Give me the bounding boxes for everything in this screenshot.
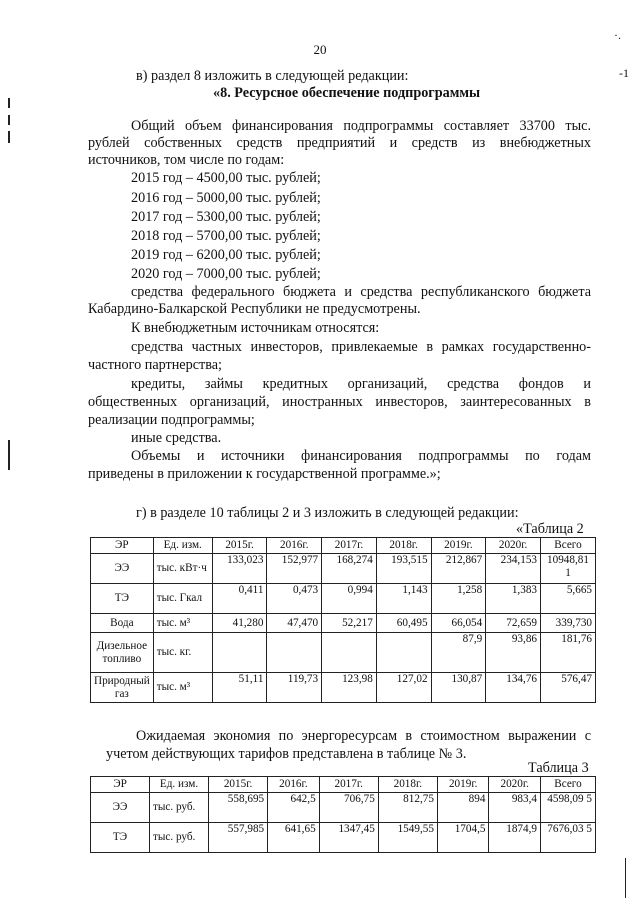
table-cell: 1874,9 <box>489 823 541 853</box>
table-cell: 1,143 <box>376 584 431 614</box>
table-cell: 0,473 <box>267 584 322 614</box>
paragraph-line: рублей собственных средств предприятий и средств из внебюджетных <box>88 135 591 151</box>
table-cell: 47,470 <box>267 614 322 633</box>
paragraph-line: приведены в приложении к государственной программе.»; <box>88 466 441 482</box>
section-g-intro: г) в разделе 10 таблицы 2 и 3 изложить в следующей редакции: <box>136 505 519 521</box>
section-b-intro: в) раздел 8 изложить в следующей редакции: <box>136 68 409 84</box>
table-header-row <box>91 777 596 793</box>
table-header-cell: 2017г. <box>319 777 378 793</box>
table-cell <box>376 633 431 673</box>
table-cell: 193,515 <box>376 554 431 584</box>
paragraph-line: учетом действующих тарифов представлена в таблице № 3. <box>106 746 467 762</box>
table-cell: тыс. руб. <box>150 793 209 823</box>
table-header-row <box>91 538 596 554</box>
table-header-cell: Ед. изм. <box>150 777 209 793</box>
table-cell: Дизельное топливо <box>91 633 154 673</box>
table-cell: 127,02 <box>376 673 431 703</box>
table-cell: 339,730 <box>541 614 596 633</box>
paragraph-line: Объемы и источники финансирования подпрограммы по годам <box>131 448 591 464</box>
table-cell: 60,495 <box>376 614 431 633</box>
table-cell: тыс. кВт·ч <box>153 554 212 584</box>
table-cell: 557,985 <box>209 823 268 853</box>
year-line: 2015 год – 4500,00 тыс. рублей; <box>131 170 321 186</box>
table-cell: 134,76 <box>486 673 541 703</box>
table-cell: 812,75 <box>378 793 437 823</box>
year-line: 2016 год – 5000,00 тыс. рублей; <box>131 190 321 206</box>
table-cell <box>267 633 322 673</box>
table-cell <box>322 633 377 673</box>
table-row <box>91 584 596 614</box>
table-header-cell: Всего <box>541 777 596 793</box>
table-cell: 641,65 <box>268 823 320 853</box>
paragraph-line: общественных организаций, иностранных инвесторов, заинтересованных в <box>88 394 591 410</box>
paragraph-line: Кабардино-Балкарской Республики не предусмотрены. <box>88 301 421 317</box>
table3-caption: Таблица 3 <box>528 760 589 776</box>
table-header-cell: 2018г. <box>378 777 437 793</box>
table-cell: 152,977 <box>267 554 322 584</box>
year-line: 2019 год – 6200,00 тыс. рублей; <box>131 247 321 263</box>
table-cell: 51,11 <box>212 673 267 703</box>
table-header-cell: Всего <box>541 538 596 554</box>
table-cell: 119,73 <box>267 673 322 703</box>
table-cell: ТЭ <box>91 823 150 853</box>
table-cell: 558,695 <box>209 793 268 823</box>
table-row <box>91 673 596 703</box>
paragraph-line: средства частных инвесторов, привлекаемые в рамках государственно- <box>131 339 591 355</box>
paragraph-line: кредиты, займы кредитных организаций, средства фондов и <box>131 376 591 392</box>
table-cell: 5,665 <box>541 584 596 614</box>
table-header-cell: 2016г. <box>268 777 320 793</box>
table-cell: 234,153 <box>486 554 541 584</box>
table-cell: 894 <box>437 793 489 823</box>
paragraph-line: Ожидаемая экономия по энергоресурсам в стоимостном выражении с <box>136 728 591 744</box>
margin-mark <box>8 98 10 108</box>
table-row <box>91 823 596 853</box>
paragraph-line: частного партнерства; <box>88 357 222 373</box>
year-line: 2020 год – 7000,00 тыс. рублей; <box>131 266 321 282</box>
table-header-cell: ЭР <box>91 538 154 554</box>
table-cell: 133,023 <box>212 554 267 584</box>
table-cell: 4598,09 5 <box>541 793 596 823</box>
scan-speck: ·. <box>614 28 621 42</box>
table-header-cell: Ед. изм. <box>153 538 212 554</box>
table-header-cell: 2017г. <box>322 538 377 554</box>
paragraph-line: реализации подпрограммы; <box>88 412 255 428</box>
table-cell: тыс. Гкал <box>153 584 212 614</box>
table-cell: 212,867 <box>431 554 486 584</box>
table-cell <box>212 633 267 673</box>
table-header-cell: ЭР <box>91 777 150 793</box>
table-2 <box>90 537 596 703</box>
table-3 <box>90 776 596 853</box>
table-cell: тыс. руб. <box>150 823 209 853</box>
table-cell: ЭЭ <box>91 793 150 823</box>
table-cell: 1,383 <box>486 584 541 614</box>
table-cell: 123,98 <box>322 673 377 703</box>
table-row <box>91 633 596 673</box>
page-number: 20 <box>313 42 327 57</box>
table-cell: Природный газ <box>91 673 154 703</box>
table-cell: 0,994 <box>322 584 377 614</box>
table-header-cell: 2016г. <box>267 538 322 554</box>
table-header-cell: 2020г. <box>486 538 541 554</box>
margin-mark <box>8 131 10 143</box>
table-cell: 66,054 <box>431 614 486 633</box>
table-cell: 72,659 <box>486 614 541 633</box>
table-cell: 983,4 <box>489 793 541 823</box>
table-header-cell: 2015г. <box>212 538 267 554</box>
table-cell: 10948,81 1 <box>541 554 596 584</box>
table-cell: 93,86 <box>486 633 541 673</box>
table-cell: 1347,45 <box>319 823 378 853</box>
table-header-cell: 2015г. <box>209 777 268 793</box>
table-cell: 642,5 <box>268 793 320 823</box>
margin-mark <box>8 115 10 125</box>
table-cell: 0,411 <box>212 584 267 614</box>
paragraph-line: иные средства. <box>131 430 222 446</box>
year-line: 2018 год – 5700,00 тыс. рублей; <box>131 228 321 244</box>
table-header-cell: 2018г. <box>376 538 431 554</box>
table-cell: 87,9 <box>431 633 486 673</box>
table-cell: 7676,03 5 <box>541 823 596 853</box>
table-cell: тыс. кг. <box>153 633 212 673</box>
table-cell: 706,75 <box>319 793 378 823</box>
table-cell: 576,47 <box>541 673 596 703</box>
paragraph-line: Общий объем финансирования подпрограммы составляет 33700 тыс. <box>131 118 591 134</box>
scan-speck: -1 <box>619 66 629 80</box>
table-row <box>91 554 596 584</box>
table-cell: 52,217 <box>322 614 377 633</box>
table-cell: ТЭ <box>91 584 154 614</box>
paragraph-line: источников, том числе по годам: <box>88 152 285 168</box>
table-header-cell: 2019г. <box>437 777 489 793</box>
table-cell: ЭЭ <box>91 554 154 584</box>
table-cell: 130,87 <box>431 673 486 703</box>
table-cell: Вода <box>91 614 154 633</box>
paragraph-line: К внебюджетным источникам относятся: <box>131 320 380 336</box>
table-row <box>91 793 596 823</box>
table-cell: 41,280 <box>212 614 267 633</box>
section-title: «8. Ресурсное обеспечение подпрограммы <box>213 85 481 101</box>
table-cell: 168,274 <box>322 554 377 584</box>
margin-mark <box>8 440 10 470</box>
year-line: 2017 год – 5300,00 тыс. рублей; <box>131 209 321 225</box>
table-cell: тыс. м³ <box>153 614 212 633</box>
table2-caption: «Таблица 2 <box>516 521 584 537</box>
table-cell: 1549,55 <box>378 823 437 853</box>
table-cell: 1,258 <box>431 584 486 614</box>
table-row <box>91 614 596 633</box>
table-header-cell: 2019г. <box>431 538 486 554</box>
table-cell: тыс. м³ <box>153 673 212 703</box>
table-cell: 181,76 <box>541 633 596 673</box>
margin-mark <box>625 858 626 898</box>
paragraph-line: средства федерального бюджета и средства республиканского бюджета <box>131 284 591 300</box>
table-header-cell: 2020г. <box>489 777 541 793</box>
table-cell: 1704,5 <box>437 823 489 853</box>
